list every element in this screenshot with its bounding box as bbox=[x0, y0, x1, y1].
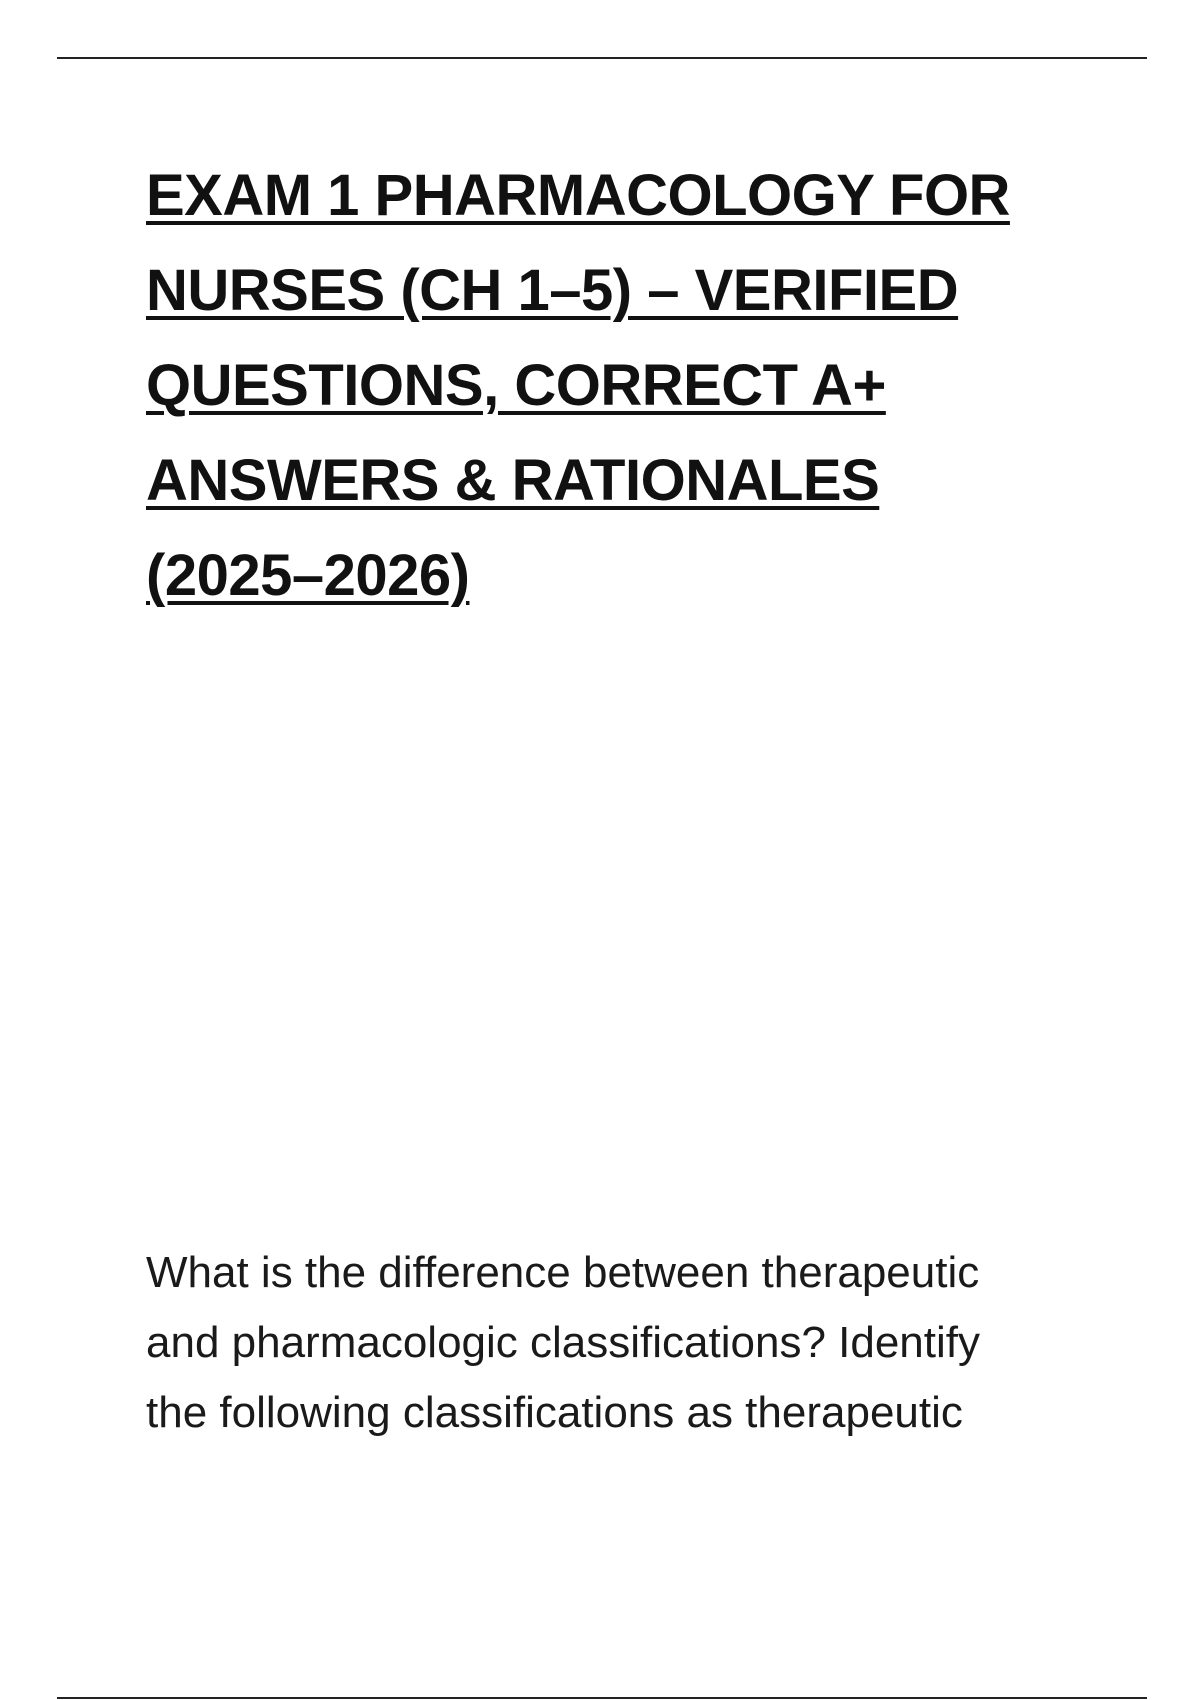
title-line: NURSES (CH 1–5) – VERIFIED bbox=[146, 258, 959, 323]
bottom-divider bbox=[57, 1697, 1147, 1699]
document-title bbox=[146, 148, 1106, 623]
question-line: What is the difference between therapeutic bbox=[146, 1248, 980, 1297]
title-line: (2025–2026) bbox=[146, 543, 470, 608]
title-line: ANSWERS & RATIONALES bbox=[146, 448, 880, 513]
top-divider bbox=[57, 57, 1147, 59]
title-line: EXAM 1 PHARMACOLOGY FOR bbox=[146, 163, 1010, 228]
question-line: and pharmacologic classifications? Identify bbox=[146, 1318, 981, 1367]
question-line: the following classifications as therapeutic bbox=[146, 1388, 963, 1437]
title-line: QUESTIONS, CORRECT A+ bbox=[146, 353, 886, 418]
question-text bbox=[146, 1238, 1126, 1448]
